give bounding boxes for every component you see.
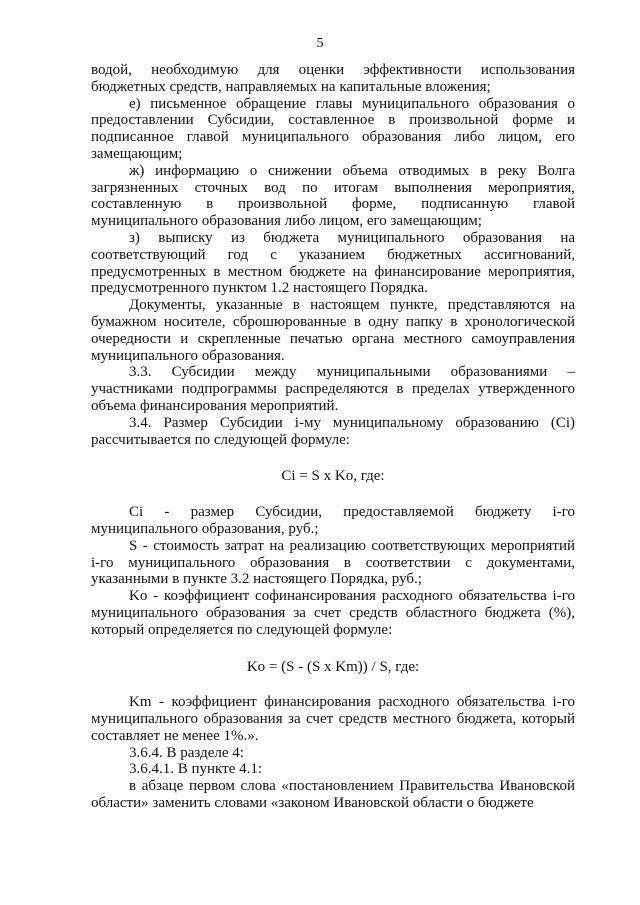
page-number: 5 <box>316 36 324 51</box>
definition-s: S - стоимость затрат на реализацию соответствующих мероприятий i-го муниципального образования в соответствии с документами, указанными в пункте 3.2 настоящего Порядка, руб.; <box>91 537 575 588</box>
paragraph-continuation: водой, необходимую для оценки эффективности использования бюджетных средств, направляемых на капитальные вложения; <box>91 62 575 95</box>
paragraph-item-z: з) выписку из бюджета муниципального образования на соответствующий год с указанием бюджетных ассигнований, предусмотренных в местном бюджете на финансирование мероприятия, предусмотренного пунктом 1.2 настоящего Порядка. <box>91 229 575 297</box>
paragraph-item-zh: ж) информацию о снижении объема отводимых в реку Волга загрязненных сточных вод по итогам выполнения мероприятия, составленную в произвольной форме, подписанную главой муниципального образования либо лицом, его замещающим; <box>91 162 575 230</box>
paragraph-3-6-4-1: 3.6.4.1. В пункте 4.1: <box>129 761 263 778</box>
formula-ci: Ci = S x Ko, где: <box>281 468 385 485</box>
document-body <box>91 62 575 812</box>
definition-ko: Ko - коэффициент софинансирования расходного обязательства i-го муниципального образования за счет средств областного бюджета (%), который определяется по следующей формуле: <box>91 588 575 638</box>
paragraph-3-4: 3.4. Размер Субсидии i-му муниципальному образованию (Ci) рассчитывается по следующей формуле: <box>91 414 575 448</box>
formula-ko: Ko = (S - (S x Km)) / S, где: <box>246 658 420 675</box>
paragraph-3-3: 3.3. Субсидии между муниципальными образованиями – участниками подпрограммы распределяются в пределах утвержденного объема финансирования мероприятий. <box>91 364 575 414</box>
definition-km: Km - коэффициент финансирования расходного обязательства i-го муниципального образования за счет средств местного бюджета, который составляет не менее 1%.». <box>91 694 575 744</box>
paragraph-amendment: в абзаце первом слова «постановлением Правительства Ивановской области» заменить словами «законом Ивановской области о бюджете <box>91 778 575 812</box>
definition-ci: Ci - размер Субсидии, предоставляемой бюджету i-го муниципального образования, руб.; <box>91 504 575 537</box>
paragraph-item-e: е) письменное обращение главы муниципального образования о предоставлении Субсидии, составленное в произвольной форме и подписанное главой муниципального образования либо лицом, его замещающим; <box>91 95 575 162</box>
paragraph-documents: Документы, указанные в настоящем пункте, представляются на бумажном носителе, сброшюрованные в одну папку в хронологической очередности и скрепленные печатью органа местного самоуправления муниципального образования. <box>91 297 575 364</box>
paragraph-3-6-4: 3.6.4. В разделе 4: <box>129 744 244 761</box>
